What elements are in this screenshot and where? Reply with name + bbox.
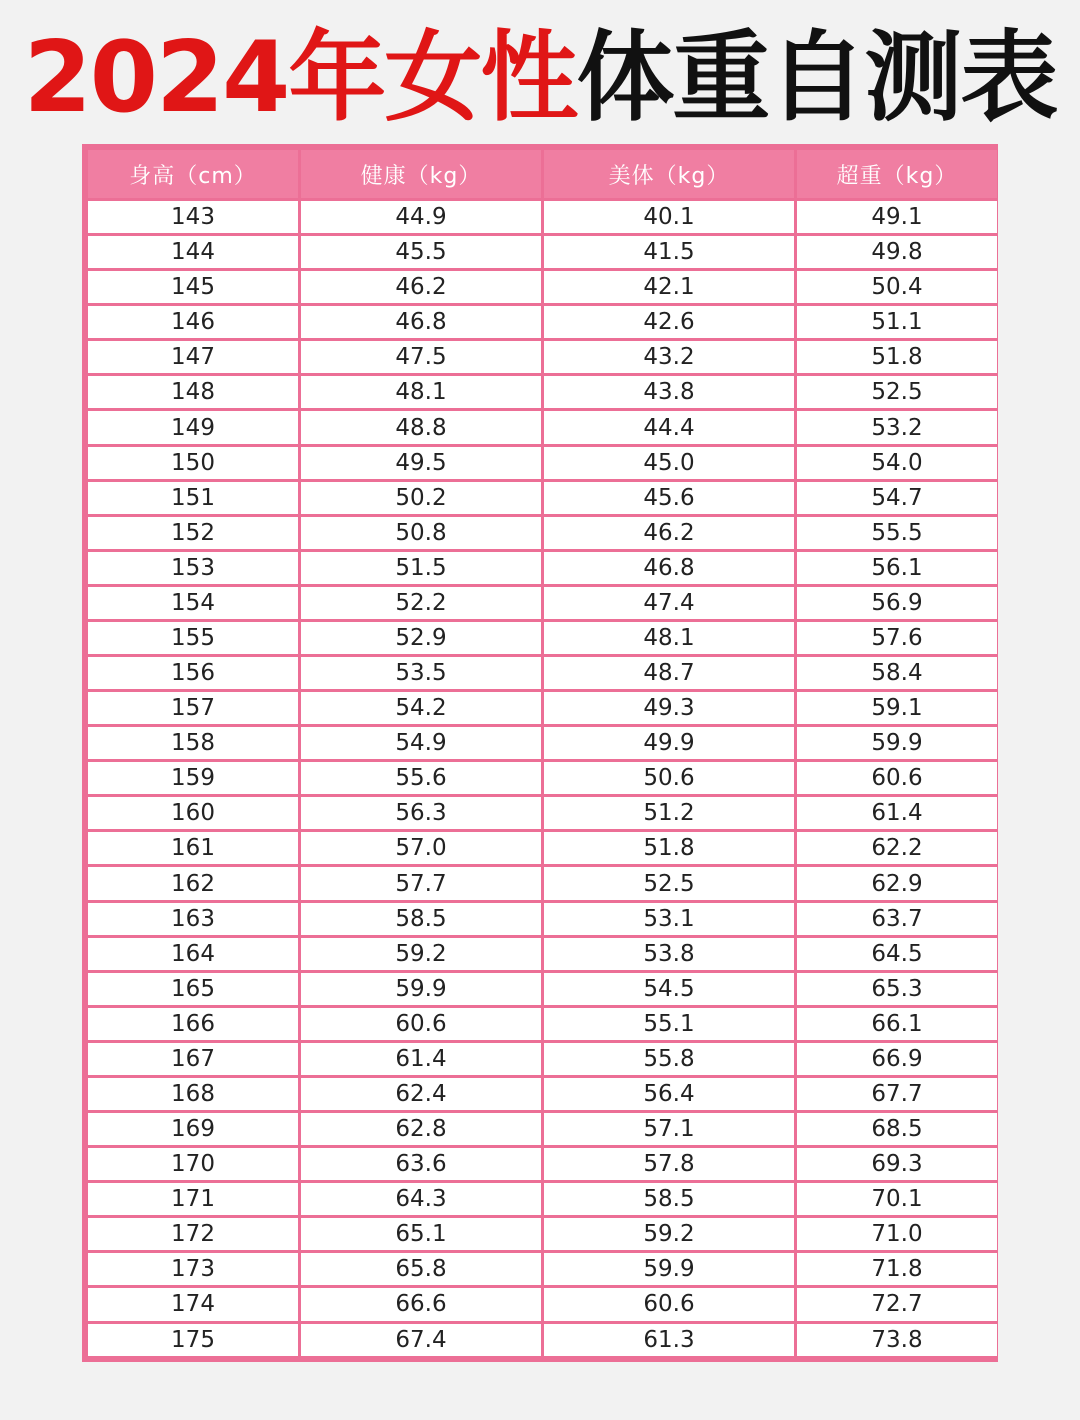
table-row [88, 306, 997, 338]
table-row [88, 376, 997, 408]
cell-height: 170 [88, 1148, 298, 1180]
cell-healthy: 62.8 [301, 1113, 541, 1145]
cell-height: 171 [88, 1183, 298, 1215]
cell-slim: 61.3 [544, 1324, 794, 1357]
cell-overweight: 71.0 [797, 1218, 997, 1250]
table-row [88, 657, 997, 689]
cell-healthy: 54.9 [301, 727, 541, 759]
header-overweight-kg: 超重（kg） [797, 150, 997, 198]
table-row [88, 1183, 997, 1215]
cell-healthy: 55.6 [301, 762, 541, 794]
cell-healthy: 57.7 [301, 867, 541, 899]
cell-healthy: 44.9 [301, 201, 541, 233]
cell-overweight: 58.4 [797, 657, 997, 689]
cell-height: 166 [88, 1008, 298, 1040]
cell-slim: 43.2 [544, 341, 794, 373]
cell-overweight: 62.2 [797, 832, 997, 864]
cell-slim: 55.8 [544, 1043, 794, 1075]
cell-height: 175 [88, 1324, 298, 1357]
cell-healthy: 54.2 [301, 692, 541, 724]
cell-healthy: 61.4 [301, 1043, 541, 1075]
cell-healthy: 65.1 [301, 1218, 541, 1250]
cell-height: 148 [88, 376, 298, 408]
table-row [88, 411, 997, 443]
cell-overweight: 64.5 [797, 938, 997, 970]
cell-height: 167 [88, 1043, 298, 1075]
cell-overweight: 57.6 [797, 622, 997, 654]
table-row [88, 797, 997, 829]
cell-slim: 48.1 [544, 622, 794, 654]
cell-overweight: 59.9 [797, 727, 997, 759]
cell-height: 165 [88, 973, 298, 1005]
cell-overweight: 62.9 [797, 867, 997, 899]
cell-height: 153 [88, 552, 298, 584]
cell-slim: 51.8 [544, 832, 794, 864]
cell-healthy: 52.2 [301, 587, 541, 619]
cell-height: 169 [88, 1113, 298, 1145]
cell-overweight: 63.7 [797, 903, 997, 935]
cell-height: 164 [88, 938, 298, 970]
cell-slim: 51.2 [544, 797, 794, 829]
cell-overweight: 68.5 [797, 1113, 997, 1145]
table-row [88, 692, 997, 724]
cell-healthy: 62.4 [301, 1078, 541, 1110]
cell-slim: 59.2 [544, 1218, 794, 1250]
table-row [88, 973, 997, 1005]
cell-healthy: 63.6 [301, 1148, 541, 1180]
cell-overweight: 69.3 [797, 1148, 997, 1180]
cell-healthy: 46.8 [301, 306, 541, 338]
cell-height: 172 [88, 1218, 298, 1250]
cell-slim: 45.6 [544, 482, 794, 514]
cell-slim: 54.5 [544, 973, 794, 1005]
cell-healthy: 52.9 [301, 622, 541, 654]
table-row [88, 727, 997, 759]
table-row [88, 1324, 997, 1357]
cell-height: 146 [88, 306, 298, 338]
cell-slim: 55.1 [544, 1008, 794, 1040]
cell-healthy: 45.5 [301, 236, 541, 268]
cell-slim: 49.9 [544, 727, 794, 759]
cell-overweight: 60.6 [797, 762, 997, 794]
table-row [88, 517, 997, 549]
cell-overweight: 73.8 [797, 1324, 997, 1357]
cell-healthy: 59.2 [301, 938, 541, 970]
cell-healthy: 64.3 [301, 1183, 541, 1215]
cell-overweight: 72.7 [797, 1288, 997, 1320]
cell-overweight: 65.3 [797, 973, 997, 1005]
table-row [88, 587, 997, 619]
table-row [88, 482, 997, 514]
table-row [88, 867, 997, 899]
cell-healthy: 50.8 [301, 517, 541, 549]
cell-healthy: 60.6 [301, 1008, 541, 1040]
cell-overweight: 53.2 [797, 411, 997, 443]
cell-healthy: 66.6 [301, 1288, 541, 1320]
cell-slim: 46.8 [544, 552, 794, 584]
cell-height: 168 [88, 1078, 298, 1110]
header-slim-kg: 美体（kg） [544, 150, 794, 198]
cell-healthy: 50.2 [301, 482, 541, 514]
table-row [88, 903, 997, 935]
cell-slim: 47.4 [544, 587, 794, 619]
cell-height: 158 [88, 727, 298, 759]
cell-height: 150 [88, 447, 298, 479]
table-row [88, 552, 997, 584]
title-red-part: 2024年女性 [23, 21, 577, 135]
cell-height: 149 [88, 411, 298, 443]
table-body [88, 201, 997, 1356]
cell-healthy: 59.9 [301, 973, 541, 1005]
cell-height: 147 [88, 341, 298, 373]
cell-slim: 43.8 [544, 376, 794, 408]
table-row [88, 1218, 997, 1250]
cell-height: 163 [88, 903, 298, 935]
cell-height: 154 [88, 587, 298, 619]
cell-slim: 57.1 [544, 1113, 794, 1145]
cell-slim: 59.9 [544, 1253, 794, 1285]
header-healthy-kg: 健康（kg） [301, 150, 541, 198]
cell-height: 159 [88, 762, 298, 794]
cell-slim: 50.6 [544, 762, 794, 794]
table-row [88, 938, 997, 970]
cell-height: 155 [88, 622, 298, 654]
table-row [88, 1288, 997, 1320]
page-title [0, 18, 1080, 138]
table-row [88, 271, 997, 303]
cell-healthy: 58.5 [301, 903, 541, 935]
cell-height: 162 [88, 867, 298, 899]
cell-healthy: 46.2 [301, 271, 541, 303]
cell-height: 160 [88, 797, 298, 829]
table-row [88, 236, 997, 268]
title-black-part: 体重自测表 [576, 21, 1057, 135]
cell-slim: 44.4 [544, 411, 794, 443]
table-header-row [88, 150, 997, 198]
cell-healthy: 56.3 [301, 797, 541, 829]
weight-table [85, 147, 1000, 1359]
cell-healthy: 49.5 [301, 447, 541, 479]
cell-healthy: 48.8 [301, 411, 541, 443]
cell-slim: 53.8 [544, 938, 794, 970]
cell-overweight: 56.9 [797, 587, 997, 619]
cell-overweight: 56.1 [797, 552, 997, 584]
cell-slim: 45.0 [544, 447, 794, 479]
cell-overweight: 52.5 [797, 376, 997, 408]
cell-slim: 41.5 [544, 236, 794, 268]
cell-slim: 49.3 [544, 692, 794, 724]
table-row [88, 201, 997, 233]
cell-slim: 52.5 [544, 867, 794, 899]
cell-overweight: 49.1 [797, 201, 997, 233]
table-row [88, 341, 997, 373]
cell-height: 161 [88, 832, 298, 864]
table-row [88, 832, 997, 864]
table-row [88, 1148, 997, 1180]
cell-overweight: 54.0 [797, 447, 997, 479]
cell-overweight: 67.7 [797, 1078, 997, 1110]
table-row [88, 1008, 997, 1040]
weight-table-container [82, 144, 998, 1362]
cell-overweight: 51.1 [797, 306, 997, 338]
cell-height: 174 [88, 1288, 298, 1320]
table-row [88, 1253, 997, 1285]
cell-overweight: 71.8 [797, 1253, 997, 1285]
cell-overweight: 61.4 [797, 797, 997, 829]
cell-height: 157 [88, 692, 298, 724]
cell-height: 145 [88, 271, 298, 303]
cell-overweight: 66.1 [797, 1008, 997, 1040]
cell-overweight: 59.1 [797, 692, 997, 724]
table-row [88, 1113, 997, 1145]
table-row [88, 762, 997, 794]
cell-slim: 48.7 [544, 657, 794, 689]
cell-height: 144 [88, 236, 298, 268]
cell-height: 151 [88, 482, 298, 514]
header-height-cm: 身高（cm） [88, 150, 298, 198]
cell-slim: 56.4 [544, 1078, 794, 1110]
cell-overweight: 55.5 [797, 517, 997, 549]
cell-slim: 53.1 [544, 903, 794, 935]
cell-overweight: 54.7 [797, 482, 997, 514]
cell-slim: 42.1 [544, 271, 794, 303]
cell-slim: 46.2 [544, 517, 794, 549]
cell-overweight: 51.8 [797, 341, 997, 373]
cell-healthy: 57.0 [301, 832, 541, 864]
cell-slim: 57.8 [544, 1148, 794, 1180]
cell-height: 156 [88, 657, 298, 689]
cell-healthy: 53.5 [301, 657, 541, 689]
cell-healthy: 65.8 [301, 1253, 541, 1285]
cell-slim: 60.6 [544, 1288, 794, 1320]
cell-overweight: 70.1 [797, 1183, 997, 1215]
cell-healthy: 48.1 [301, 376, 541, 408]
cell-healthy: 67.4 [301, 1324, 541, 1357]
cell-healthy: 47.5 [301, 341, 541, 373]
cell-slim: 58.5 [544, 1183, 794, 1215]
cell-overweight: 66.9 [797, 1043, 997, 1075]
cell-slim: 40.1 [544, 201, 794, 233]
cell-height: 152 [88, 517, 298, 549]
table-row [88, 447, 997, 479]
cell-height: 143 [88, 201, 298, 233]
table-row [88, 1043, 997, 1075]
cell-height: 173 [88, 1253, 298, 1285]
cell-overweight: 49.8 [797, 236, 997, 268]
table-row [88, 1078, 997, 1110]
table-row [88, 622, 997, 654]
cell-healthy: 51.5 [301, 552, 541, 584]
cell-overweight: 50.4 [797, 271, 997, 303]
cell-slim: 42.6 [544, 306, 794, 338]
